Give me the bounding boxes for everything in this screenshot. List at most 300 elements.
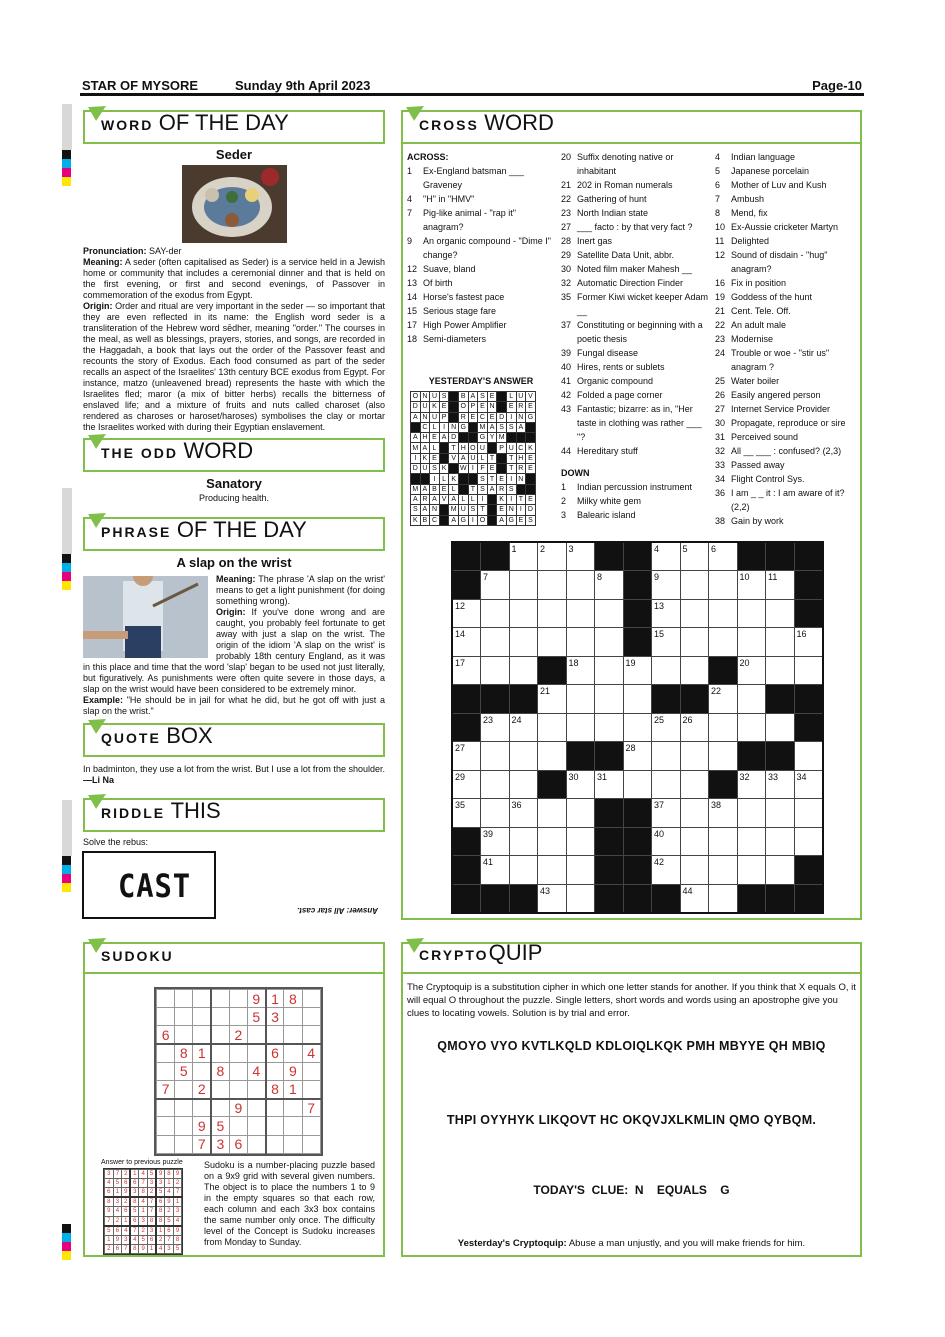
grid-cell[interactable] — [623, 713, 652, 742]
clue-item — [407, 234, 555, 262]
clue-text: Mend, fix — [731, 208, 768, 218]
grid-cell[interactable] — [481, 799, 510, 828]
clue-text: 202 in Roman numerals — [577, 180, 673, 190]
section-title-small: CROSS — [419, 117, 479, 133]
clue-text: Water boiler — [731, 376, 780, 386]
grid-cell[interactable] — [766, 713, 795, 742]
answer-cell: D — [411, 464, 421, 474]
grid-cell[interactable] — [709, 856, 738, 885]
sudoku-cell[interactable] — [175, 1026, 193, 1044]
prev-sudoku-cell: 3 — [147, 1226, 156, 1236]
grid-cell[interactable] — [509, 742, 538, 771]
grid-cell[interactable]: 24 — [509, 713, 538, 742]
grid-cell[interactable] — [538, 628, 567, 657]
grid-cell[interactable] — [737, 685, 766, 714]
sudoku-cell[interactable] — [229, 1044, 247, 1062]
grid-cell[interactable] — [481, 770, 510, 799]
yesterday-cryptoquip-label: Yesterday's Cryptoquip: — [457, 1238, 567, 1249]
clue-item — [561, 192, 711, 206]
grid-cell[interactable] — [652, 656, 681, 685]
answer-cell: D — [449, 433, 459, 443]
grid-cell[interactable] — [652, 770, 681, 799]
clue-text: "H" in "HMV" — [423, 194, 475, 204]
sudoku-cell[interactable] — [302, 1080, 320, 1098]
grid-cell[interactable] — [766, 856, 795, 885]
sudoku-cell[interactable]: 6 — [266, 1044, 284, 1062]
sudoku-cell[interactable] — [247, 1117, 265, 1135]
grid-cell[interactable] — [566, 571, 595, 600]
sudoku-cell[interactable]: 6 — [229, 1135, 247, 1153]
sudoku-cell[interactable] — [211, 1099, 229, 1117]
sudoku-cell[interactable]: 8 — [211, 1062, 229, 1080]
grid-cell[interactable] — [680, 656, 709, 685]
cryptoquip-intro: The Cryptoquip is a substitution cipher in which one letter stands for another. If you think that X equals O, it will equal O throughout the puzzle. Single letters, short words and words using an apostrophe give you clues to locating vowels. Solution is by trial and error. — [407, 982, 856, 1019]
sudoku-cell[interactable] — [175, 1117, 193, 1135]
down-clues-list-2 — [715, 150, 860, 528]
sudoku-cell[interactable] — [157, 1135, 175, 1153]
sudoku-cell[interactable] — [284, 1099, 302, 1117]
answer-cell: I — [506, 474, 516, 484]
black-cell — [449, 464, 459, 474]
grid-cell[interactable] — [680, 799, 709, 828]
sudoku-cell[interactable] — [266, 1099, 284, 1117]
grid-cell[interactable] — [566, 856, 595, 885]
grid-cell[interactable]: 23 — [481, 713, 510, 742]
sudoku-cell[interactable] — [266, 1062, 284, 1080]
sudoku-cell[interactable]: 2 — [229, 1026, 247, 1044]
sudoku-cell[interactable] — [211, 1026, 229, 1044]
grid-cell[interactable] — [680, 827, 709, 856]
grid-cell[interactable] — [709, 713, 738, 742]
grid-cell[interactable] — [680, 571, 709, 600]
grid-cell[interactable] — [680, 628, 709, 657]
answer-cell: L — [439, 474, 449, 484]
prev-sudoku-cell: 3 — [156, 1179, 165, 1188]
grid-cell[interactable]: 2 — [538, 542, 567, 571]
sudoku-cell[interactable] — [175, 990, 193, 1008]
sudoku-cell[interactable] — [247, 1026, 265, 1044]
meaning-text: A seder (often capitalised as Seder) is a service held in a Jewish home or community that includes a ceremonial dinner and that is held on the first evening, or first and second evenings, of Passover in commemoration of the exodus from Egypt. — [83, 257, 385, 300]
grid-cell[interactable]: 25 — [652, 713, 681, 742]
sudoku-cell[interactable] — [284, 1026, 302, 1044]
sudoku-cell[interactable] — [247, 1044, 265, 1062]
sudoku-cell[interactable] — [157, 1117, 175, 1135]
grid-cell[interactable]: 19 — [623, 656, 652, 685]
grid-cell[interactable]: 4 — [652, 542, 681, 571]
sudoku-cell[interactable]: 5 — [175, 1062, 193, 1080]
grid-cell[interactable]: 42 — [652, 856, 681, 885]
sudoku-cell[interactable] — [157, 1008, 175, 1026]
grid-cell[interactable]: 38 — [709, 799, 738, 828]
phrase-header — [83, 517, 385, 551]
grid-cell[interactable] — [680, 599, 709, 628]
grid-cell[interactable]: 3 — [566, 542, 595, 571]
sudoku-cell[interactable]: 4 — [247, 1062, 265, 1080]
black-cell — [766, 742, 795, 771]
prev-sudoku-cell: 6 — [130, 1216, 139, 1226]
black-cell — [449, 392, 459, 402]
grid-cell[interactable]: 18 — [566, 656, 595, 685]
grid-cell[interactable] — [680, 770, 709, 799]
grid-cell[interactable] — [794, 742, 823, 771]
black-cell — [652, 884, 681, 913]
prev-sudoku-cell: 6 — [130, 1179, 139, 1188]
sudoku-cell[interactable] — [175, 1099, 193, 1117]
quote-text: In badminton, they use a lot from the wrist. But I use a lot from the shoulder. — [83, 764, 385, 774]
prev-sudoku-cell: 3 — [122, 1235, 131, 1244]
clue-item — [407, 164, 555, 192]
sudoku-cell[interactable] — [284, 1117, 302, 1135]
grid-cell[interactable] — [709, 628, 738, 657]
sudoku-cell[interactable] — [175, 1080, 193, 1098]
grid-cell[interactable] — [766, 827, 795, 856]
grid-cell[interactable]: 17 — [452, 656, 481, 685]
grid-cell[interactable] — [737, 713, 766, 742]
sudoku-cell[interactable] — [247, 1099, 265, 1117]
sudoku-cell[interactable] — [229, 1117, 247, 1135]
clue-text: Former Kiwi wicket keeper Adam __ — [577, 292, 709, 316]
grid-cell[interactable]: 20 — [737, 656, 766, 685]
clue-text: Easily angered person — [731, 390, 821, 400]
grid-cell[interactable]: 21 — [538, 685, 567, 714]
clue-text: Perceived sound — [731, 432, 799, 442]
answer-cell: A — [439, 433, 449, 443]
grid-cell[interactable] — [538, 856, 567, 885]
clue-text: ___ facto : by that very fact ? — [577, 222, 693, 232]
sudoku-cell[interactable] — [229, 1080, 247, 1098]
sudoku-cell[interactable] — [211, 1080, 229, 1098]
grid-cell[interactable] — [566, 799, 595, 828]
grid-cell[interactable] — [566, 884, 595, 913]
sudoku-cell[interactable] — [266, 1026, 284, 1044]
sudoku-cell[interactable] — [266, 1135, 284, 1153]
black-cell — [452, 571, 481, 600]
clue-number: 20 — [561, 152, 572, 162]
grid-cell[interactable] — [538, 827, 567, 856]
grid-cell[interactable]: 28 — [623, 742, 652, 771]
answer-cell: G — [478, 433, 488, 443]
sudoku-cell[interactable] — [247, 1080, 265, 1098]
sudoku-cell[interactable]: 6 — [157, 1026, 175, 1044]
grid-cell[interactable] — [794, 799, 823, 828]
grid-cell[interactable] — [652, 742, 681, 771]
grid-cell[interactable] — [794, 656, 823, 685]
grid-cell[interactable] — [709, 599, 738, 628]
sudoku-cell[interactable]: 9 — [284, 1062, 302, 1080]
sudoku-cell[interactable]: 8 — [266, 1080, 284, 1098]
sudoku-cell[interactable]: 8 — [175, 1044, 193, 1062]
answer-cell: E — [526, 464, 536, 474]
grid-cell[interactable] — [481, 599, 510, 628]
grid-cell[interactable]: 43 — [538, 884, 567, 913]
grid-cell[interactable] — [595, 685, 624, 714]
clue-item — [561, 360, 711, 374]
clue-number: 32 — [561, 278, 572, 288]
grid-cell[interactable]: 8 — [595, 571, 624, 600]
sudoku-cell[interactable] — [284, 1008, 302, 1026]
answer-cell: K — [439, 464, 449, 474]
grid-cell[interactable]: 39 — [481, 827, 510, 856]
answer-cell: T — [506, 464, 516, 474]
sudoku-cell[interactable]: 9 — [229, 1099, 247, 1117]
answer-cell: M — [498, 434, 505, 442]
grid-cell[interactable] — [680, 742, 709, 771]
black-cell — [481, 884, 510, 913]
clue-number: 23 — [561, 208, 572, 218]
grid-cell[interactable] — [538, 799, 567, 828]
grid-cell[interactable]: 13 — [652, 599, 681, 628]
sudoku-cell[interactable] — [193, 990, 211, 1008]
grid-cell[interactable] — [709, 742, 738, 771]
sudoku-cell[interactable]: 5 — [211, 1117, 229, 1135]
grid-cell[interactable] — [481, 628, 510, 657]
grid-cell[interactable] — [623, 685, 652, 714]
sudoku-cell[interactable]: 1 — [193, 1044, 211, 1062]
grid-cell[interactable] — [481, 656, 510, 685]
grid-cell[interactable] — [538, 713, 567, 742]
grid-cell[interactable]: 7 — [481, 571, 510, 600]
grid-cell[interactable] — [509, 770, 538, 799]
clue-text: An adult male — [731, 320, 787, 330]
grid-cell[interactable] — [737, 628, 766, 657]
grid-cell[interactable]: 29 — [452, 770, 481, 799]
black-cell — [497, 464, 507, 474]
sudoku-cell[interactable]: 5 — [247, 1008, 265, 1026]
sudoku-cell[interactable] — [193, 1008, 211, 1026]
grid-cell[interactable]: 27 — [452, 742, 481, 771]
answer-cell: E — [497, 505, 507, 515]
sudoku-cell[interactable] — [302, 1135, 320, 1153]
clue-text: Passed away — [731, 460, 785, 470]
grid-cell[interactable] — [623, 770, 652, 799]
prev-sudoku-cell: 3 — [139, 1216, 148, 1226]
clue-text: Ex-Aussie cricketer Martyn — [731, 222, 839, 232]
grid-cell[interactable]: 9 — [652, 571, 681, 600]
sudoku-cell[interactable] — [211, 990, 229, 1008]
sudoku-cell[interactable]: 7 — [157, 1080, 175, 1098]
grid-cell[interactable] — [509, 571, 538, 600]
answer-cell: E — [487, 392, 497, 402]
grid-cell[interactable] — [709, 827, 738, 856]
grid-cell[interactable] — [566, 685, 595, 714]
grid-cell[interactable] — [595, 656, 624, 685]
sudoku-cell[interactable] — [157, 990, 175, 1008]
clue-item — [715, 150, 860, 164]
sudoku-cell[interactable] — [302, 1008, 320, 1026]
sudoku-cell[interactable] — [302, 990, 320, 1008]
grid-cell[interactable] — [566, 827, 595, 856]
grid-cell[interactable]: 44 — [680, 884, 709, 913]
grid-cell[interactable]: 30 — [566, 770, 595, 799]
quote-author: —Li Na — [83, 775, 115, 785]
grid-cell[interactable]: 26 — [680, 713, 709, 742]
sudoku-cell[interactable]: 8 — [284, 990, 302, 1008]
grid-cell[interactable] — [766, 599, 795, 628]
answer-cell: R — [516, 464, 526, 474]
answer-cell: I — [506, 494, 516, 504]
prev-sudoku-cell: 6 — [165, 1226, 174, 1236]
sudoku-cell[interactable] — [302, 1026, 320, 1044]
grid-cell[interactable] — [595, 599, 624, 628]
grid-cell[interactable]: 41 — [481, 856, 510, 885]
clue-number: 28 — [561, 236, 572, 246]
grid-cell[interactable] — [737, 599, 766, 628]
grid-cell[interactable] — [794, 827, 823, 856]
grid-cell[interactable] — [566, 713, 595, 742]
prev-sudoku-cell: 7 — [147, 1207, 156, 1216]
grid-cell[interactable] — [509, 656, 538, 685]
grid-cell[interactable] — [538, 742, 567, 771]
sudoku-cell[interactable]: 3 — [266, 1008, 284, 1026]
sudoku-cell[interactable]: 4 — [302, 1044, 320, 1062]
sudoku-cell[interactable] — [211, 1008, 229, 1026]
sudoku-cell[interactable] — [157, 1099, 175, 1117]
grid-cell[interactable] — [481, 742, 510, 771]
grid-cell[interactable]: 31 — [595, 770, 624, 799]
black-cell — [794, 542, 823, 571]
grid-cell[interactable]: 12 — [452, 599, 481, 628]
sudoku-cell[interactable] — [211, 1044, 229, 1062]
grid-cell[interactable]: 11 — [766, 571, 795, 600]
black-cell — [452, 856, 481, 885]
clue-number: 8 — [715, 208, 721, 218]
grid-cell[interactable]: 15 — [652, 628, 681, 657]
grid-cell[interactable] — [766, 656, 795, 685]
grid-cell[interactable] — [709, 571, 738, 600]
sudoku-cell[interactable] — [229, 1062, 247, 1080]
black-cell — [516, 433, 526, 443]
sudoku-header — [83, 942, 385, 974]
grid-cell[interactable] — [709, 884, 738, 913]
clue-number: 23 — [715, 334, 726, 344]
clue-text: Modernise — [731, 334, 774, 344]
clue-number: 13 — [407, 278, 418, 288]
prev-sudoku-cell: 4 — [165, 1188, 174, 1198]
prev-sudoku-cell: 3 — [113, 1197, 122, 1207]
black-cell — [481, 542, 510, 571]
black-cell — [452, 827, 481, 856]
sudoku-cell[interactable]: 9 — [193, 1117, 211, 1135]
grid-cell[interactable]: 33 — [766, 770, 795, 799]
answer-cell: D — [497, 412, 507, 422]
grid-cell[interactable] — [566, 599, 595, 628]
sudoku-cell[interactable] — [229, 1008, 247, 1026]
answer-cell: A — [420, 484, 430, 494]
prev-sudoku-cell: 8 — [105, 1197, 114, 1207]
sudoku-cell[interactable] — [284, 1135, 302, 1153]
riddle-header — [83, 798, 385, 832]
sudoku-cell[interactable]: 9 — [247, 990, 265, 1008]
sudoku-cell[interactable]: 1 — [284, 1080, 302, 1098]
sudoku-cell[interactable] — [157, 1044, 175, 1062]
grid-cell[interactable] — [595, 713, 624, 742]
grid-cell[interactable]: 40 — [652, 827, 681, 856]
sudoku-cell[interactable]: 7 — [302, 1099, 320, 1117]
grid-cell[interactable] — [509, 827, 538, 856]
grid-cell[interactable] — [766, 628, 795, 657]
sudoku-cell[interactable]: 1 — [266, 990, 284, 1008]
grid-cell[interactable] — [766, 799, 795, 828]
clue-item — [715, 234, 860, 248]
grid-cell[interactable] — [737, 799, 766, 828]
sudoku-cell[interactable] — [157, 1062, 175, 1080]
sudoku-cell[interactable]: 7 — [193, 1135, 211, 1153]
sudoku-cell[interactable] — [247, 1135, 265, 1153]
grid-cell[interactable] — [509, 856, 538, 885]
answer-cell: A — [449, 515, 459, 525]
answer-cell: L — [430, 422, 440, 432]
clue-text: Semi-diameters — [423, 334, 487, 344]
prev-sudoku-cell: 4 — [105, 1179, 114, 1188]
grid-cell[interactable] — [509, 628, 538, 657]
grid-cell[interactable]: 14 — [452, 628, 481, 657]
prev-sudoku-cell: 5 — [165, 1216, 174, 1226]
clue-item — [561, 150, 711, 178]
sudoku-cell[interactable] — [266, 1117, 284, 1135]
sudoku-cell[interactable]: 3 — [211, 1135, 229, 1153]
prev-sudoku-cell: 1 — [113, 1188, 122, 1198]
answer-cell: U — [430, 412, 440, 422]
grid-cell[interactable] — [538, 599, 567, 628]
sudoku-cell[interactable] — [193, 1026, 211, 1044]
clue-number: 5 — [715, 166, 721, 176]
grid-cell[interactable] — [680, 856, 709, 885]
grid-cell[interactable]: 32 — [737, 770, 766, 799]
grid-cell[interactable]: 5 — [680, 542, 709, 571]
sudoku-cell[interactable] — [284, 1044, 302, 1062]
grid-cell[interactable] — [595, 628, 624, 657]
sudoku-cell[interactable] — [302, 1062, 320, 1080]
answer-cell: S — [526, 515, 536, 525]
answer-cell: C — [420, 422, 430, 432]
answer-cell: G — [458, 515, 468, 525]
grid-cell[interactable] — [737, 827, 766, 856]
phrase-origin-block — [83, 607, 385, 717]
grid-cell[interactable]: 6 — [709, 542, 738, 571]
sudoku-cell[interactable]: 2 — [193, 1080, 211, 1098]
grid-cell[interactable] — [566, 628, 595, 657]
section-title-large: OF THE DAY — [158, 110, 289, 135]
clue-text: Ex-England batsman ___ Graveney — [423, 166, 525, 190]
sudoku-cell[interactable] — [175, 1135, 193, 1153]
grid-cell[interactable] — [509, 599, 538, 628]
sudoku-cell[interactable] — [229, 990, 247, 1008]
grid-cell[interactable]: 16 — [794, 628, 823, 657]
grid-cell[interactable]: 10 — [737, 571, 766, 600]
black-cell — [794, 856, 823, 885]
grid-cell[interactable] — [737, 856, 766, 885]
grid-cell[interactable] — [538, 571, 567, 600]
clue-number: 1 — [561, 482, 567, 492]
grid-cell[interactable]: 36 — [509, 799, 538, 828]
sudoku-cell[interactable] — [193, 1099, 211, 1117]
grid-cell[interactable]: 1 — [509, 542, 538, 571]
grid-cell[interactable]: 22 — [709, 685, 738, 714]
crossword-header — [401, 110, 862, 144]
rebus-box — [82, 851, 216, 919]
answer-cell: A — [420, 443, 430, 453]
grid-cell[interactable]: 34 — [794, 770, 823, 799]
sudoku-cell[interactable] — [175, 1008, 193, 1026]
grid-cell[interactable]: 37 — [652, 799, 681, 828]
sudoku-cell[interactable] — [302, 1117, 320, 1135]
clue-item — [715, 276, 860, 290]
sudoku-cell[interactable] — [193, 1062, 211, 1080]
clue-number: 25 — [715, 376, 726, 386]
black-cell — [468, 433, 478, 443]
grid-cell[interactable]: 35 — [452, 799, 481, 828]
margin-bar — [62, 104, 72, 150]
